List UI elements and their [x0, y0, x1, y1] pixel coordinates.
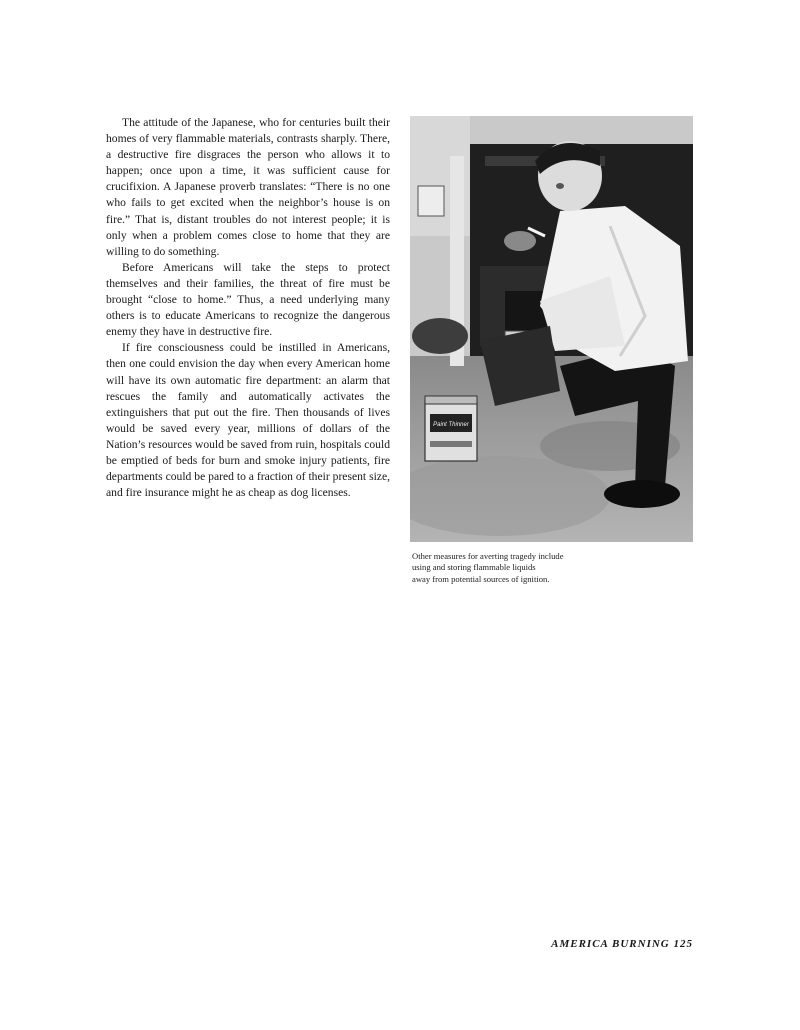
photo-man-with-paint-thinner — [410, 116, 693, 542]
running-footer: AMERICA BURNING 125 — [551, 938, 693, 950]
paragraph-japanese-attitude: The attitude of the Japanese, who for centuries built their homes of very flammable materials, contrasts sharply. There, a destructive fire disgraces the person who allows it to happen; once upon a time, it was sufficient cause for crucifixion. A Japanese proverb translates: “There is no one who fails to get excited when the neighbor’s house is on fire.” That is, distant troubles do not interest people; it is only when a problem comes close to home that they are willing to do something. — [106, 116, 390, 258]
photo-illustration — [410, 116, 693, 542]
paragraph-close-to-home: Before Americans will take the steps to protect themselves and their families, the threat of fire must be brought “close to home.” Thus, a need underlying many others is to educate Americans to recognize the dangerous enemy they have in destructive fire. — [106, 260, 390, 339]
paragraph-fire-consciousness: If fire consciousness could be instilled in Americans, then one could envision the day when every American home will have its own automatic fire department: an alarm that rescues the family and automatically activates the extinguishers that put out the fire. Then thousands of lives would be saved every year, millions of dollars of the Nation’s resources would be saved from ruin, hospitals could be emptied of beds for burn and smoke injury patients, fire departments could be pared to a fraction of their present size, and fire insurance might he as cheap as dog licenses. — [106, 341, 390, 500]
body-text — [106, 115, 390, 501]
caption-line: away from potential sources of ignition. — [412, 573, 550, 584]
photo-caption — [412, 551, 662, 585]
caption-line: Other measures for averting tragedy include — [412, 551, 564, 561]
can-label: Paint Thinner — [433, 422, 469, 428]
caption-line: using and storing flammable liquids — [412, 562, 536, 573]
